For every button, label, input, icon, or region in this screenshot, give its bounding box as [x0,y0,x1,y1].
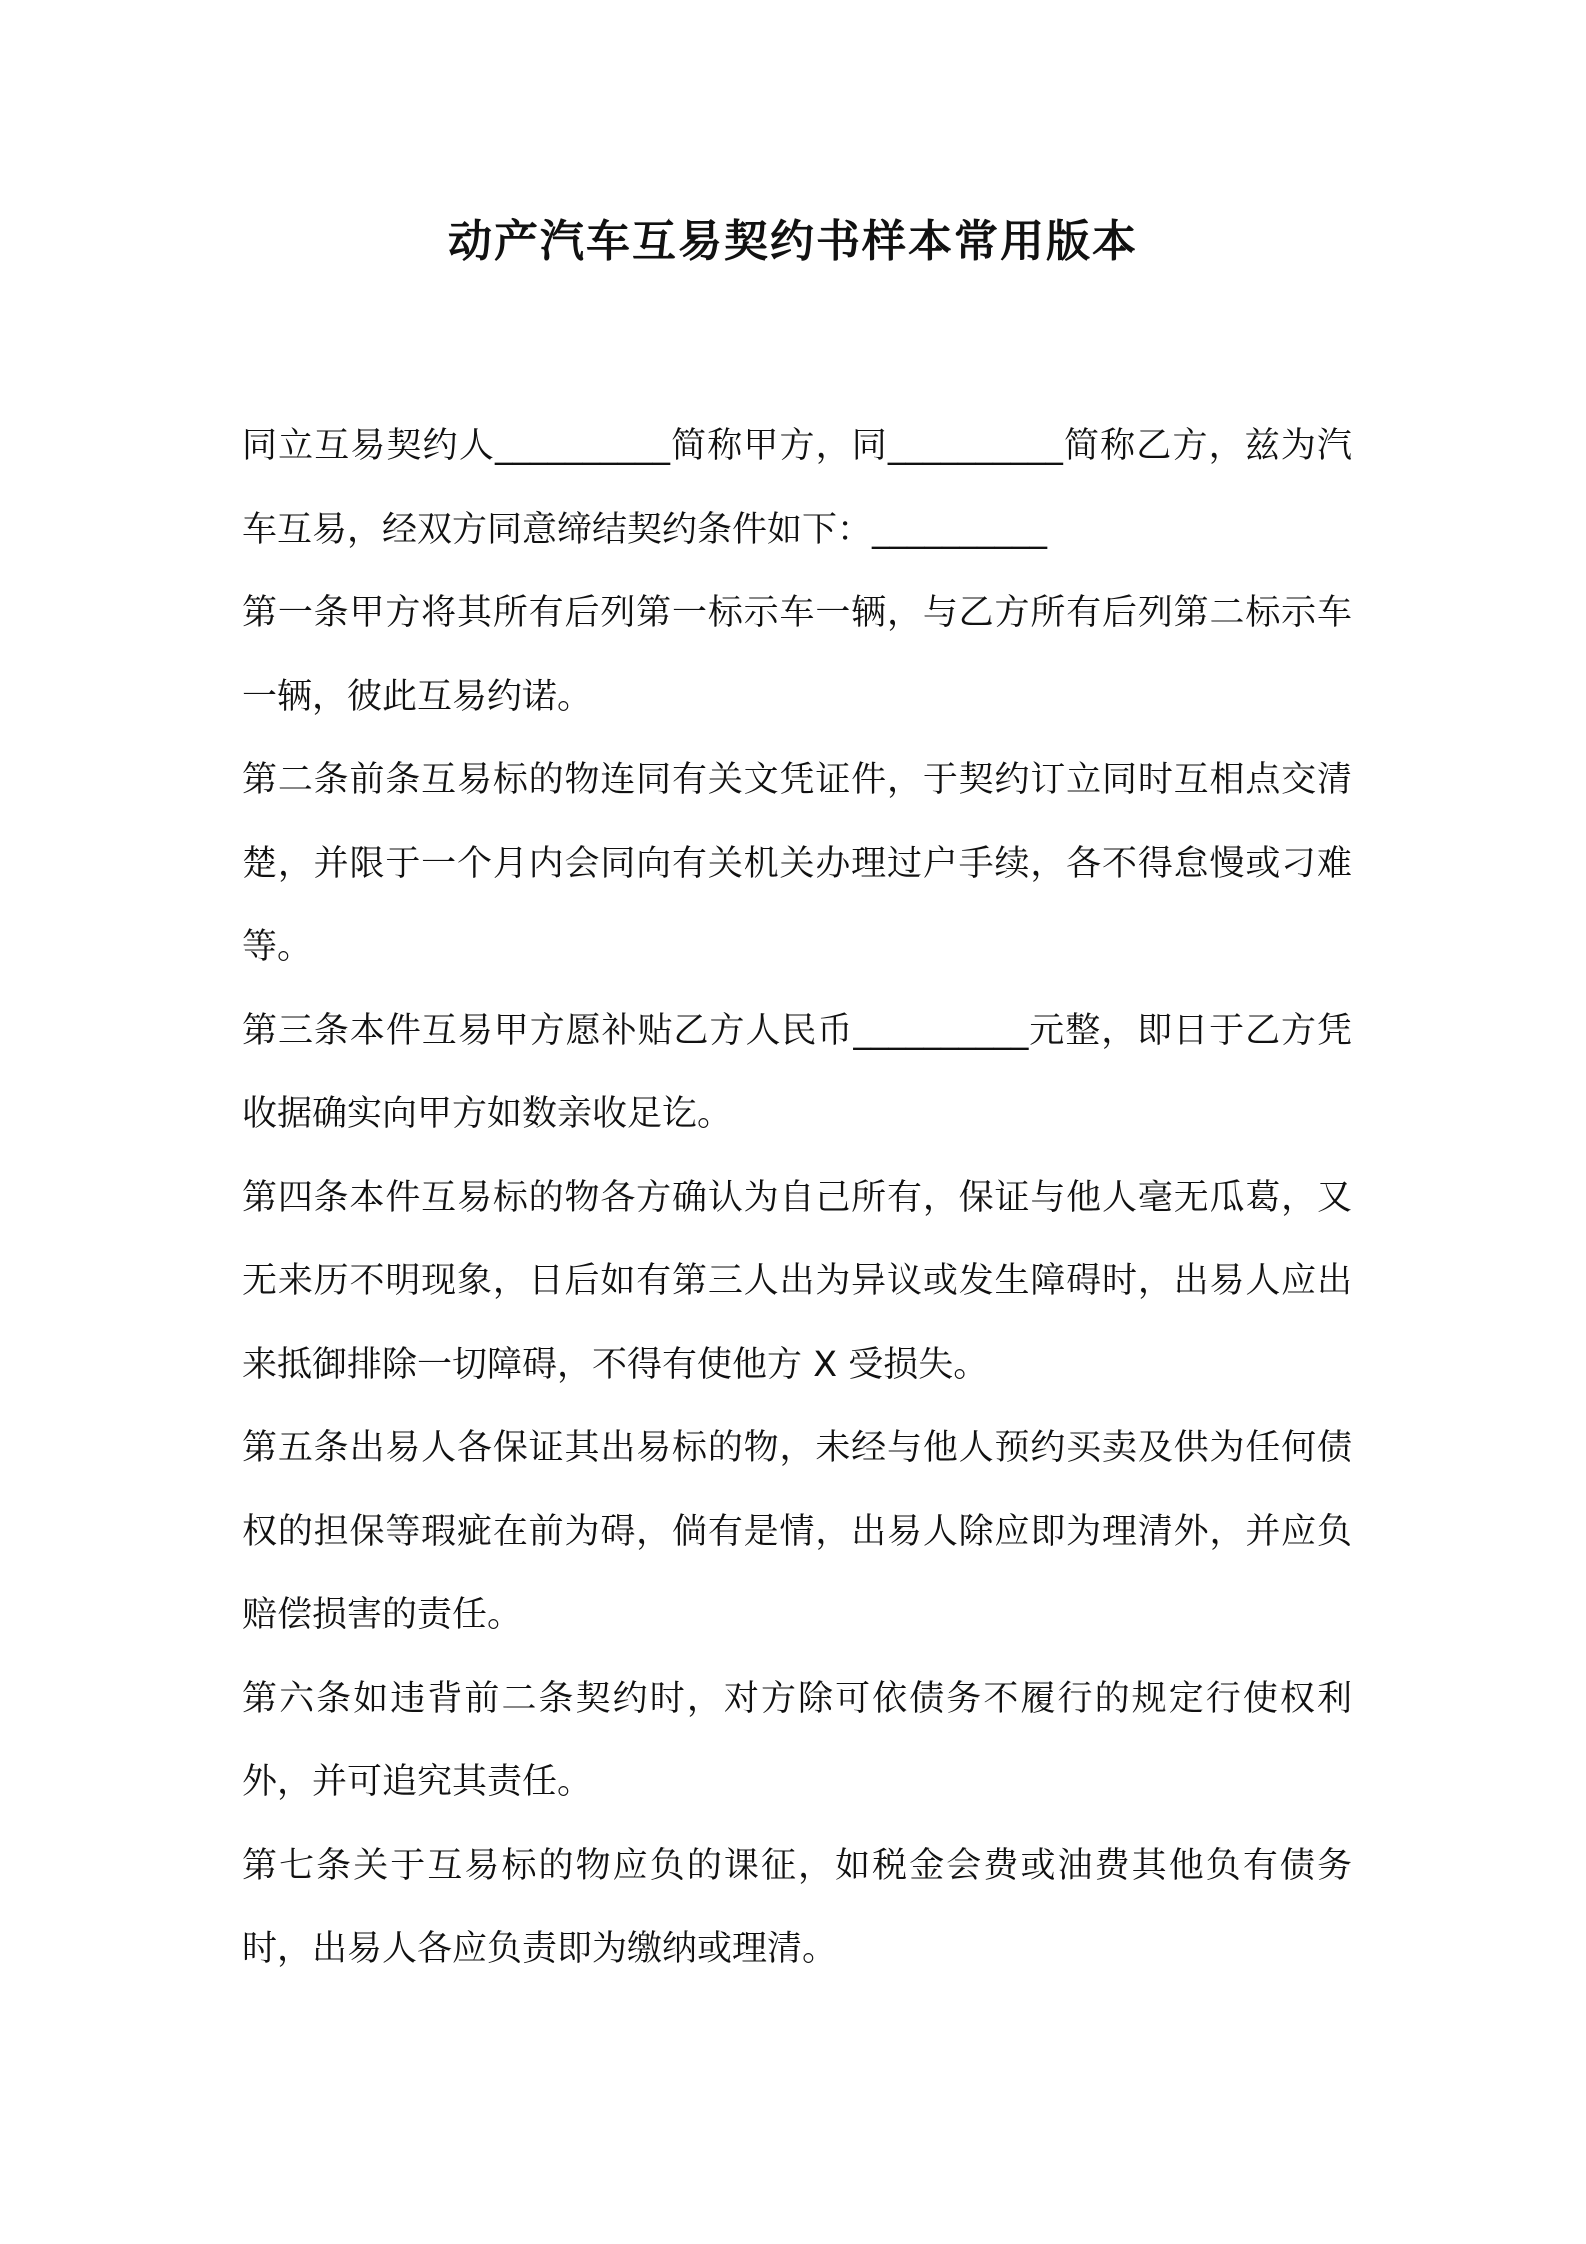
document-title: 动产汽车互易契约书样本常用版本 [448,216,1138,267]
paragraph-article-1: 第一条甲方将其所有后列第一标示车一辆，与乙方所有后列第二标示车一辆，彼此互易约诺。 [242,593,1352,717]
paragraph-article-4: 第四条本件互易标的物各方确认为自己所有，保证与他人毫无瓜葛，又无来历不明现象，日后如有第三人出为异议或发生障碍时，出易人应出来抵御排除一切障碍，不得有使他方 X 受损失。 [242,1177,1352,1385]
paragraph-article-7: 第七条关于互易标的物应负的课征，如税金会费或油费其他负有债务时，出易人各应负责即为缴纳或理清。 [242,1845,1352,1969]
paragraph-preamble: 同立互易契约人__________简称甲方，同__________简称乙方，兹为汽车互易，经双方同意缔结契约条件如下：__________ [242,426,1352,550]
paragraph-article-6: 第六条如违背前二条契约时，对方除可依债务不履行的规定行使权利外，并可追究其责任。 [242,1678,1352,1802]
paragraph-article-3: 第三条本件互易甲方愿补贴乙方人民币__________元整，即日于乙方凭收据确实向甲方如数亲收足讫。 [242,1010,1352,1134]
document-body [242,405,1352,1992]
paragraph-article-5: 第五条出易人各保证其出易标的物，未经与他人预约买卖及供为任何债权的担保等瑕疵在前为碍，倘有是情，出易人除应即为理清外，并应负赔偿损害的责任。 [242,1428,1352,1635]
paragraph-article-2: 第二条前条互易标的物连同有关文凭证件，于契约订立同时互相点交清楚，并限于一个月内会同向有关机关办理过户手续，各不得怠慢或刁难等。 [242,760,1352,967]
